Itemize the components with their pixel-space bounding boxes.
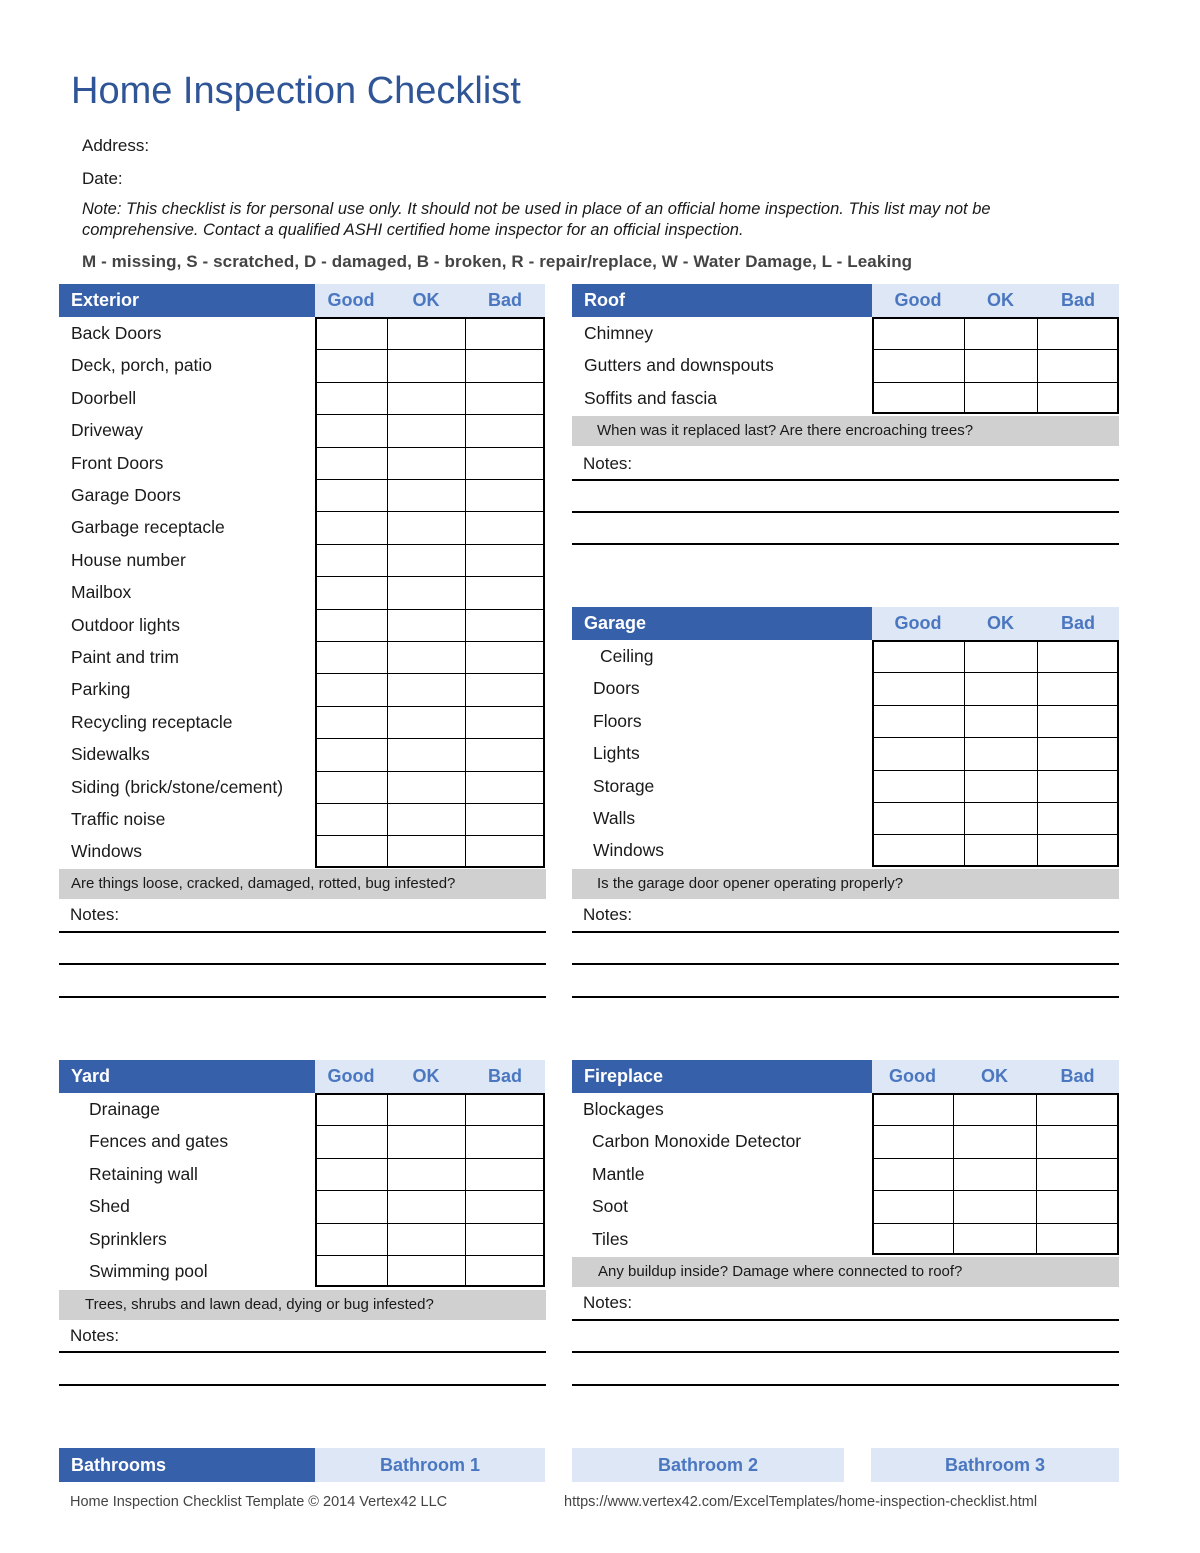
garage-rating-grid: [872, 640, 1119, 867]
exterior-bad-checkbox[interactable]: [467, 384, 547, 416]
fireplace-col-bad: Bad: [1036, 1060, 1119, 1093]
garage-ok-checkbox[interactable]: [966, 836, 1039, 868]
fireplace-notes-line[interactable]: [572, 1319, 1119, 1321]
exterior-item-label: Garbage receptacle: [71, 517, 225, 538]
fireplace-question: Any buildup inside? Damage where connected to roof?: [572, 1257, 1119, 1287]
garage-ok-checkbox[interactable]: [966, 674, 1039, 706]
garage-question: Is the garage door opener operating properly?: [572, 869, 1119, 899]
exterior-item-label: Parking: [71, 679, 131, 700]
exterior-bad-checkbox[interactable]: [467, 611, 547, 643]
garage-header: [572, 607, 1119, 640]
exterior-good-checkbox[interactable]: [317, 351, 389, 383]
yard-question: Trees, shrubs and lawn dead, dying or bug infested?: [59, 1290, 546, 1320]
yard-ok-checkbox[interactable]: [389, 1095, 467, 1127]
exterior-item-label: House number: [71, 549, 186, 570]
garage-good-checkbox[interactable]: [874, 804, 966, 836]
fireplace-good-checkbox[interactable]: [874, 1127, 955, 1159]
fireplace-item-label: Mantle: [592, 1163, 645, 1184]
roof-col-bad: Bad: [1037, 284, 1119, 317]
exterior-notes-label: Notes:: [70, 905, 120, 924]
roof-notes-line[interactable]: [572, 543, 1119, 545]
exterior-ok-checkbox[interactable]: [389, 546, 467, 578]
exterior-item-label: Recycling receptacle: [71, 711, 233, 732]
yard-title: Yard: [59, 1060, 315, 1093]
fireplace-bad-checkbox[interactable]: [1038, 1225, 1121, 1257]
garage-item-label: Lights: [593, 743, 640, 764]
exterior-ok-checkbox[interactable]: [389, 643, 467, 675]
exterior-item-label: Outdoor lights: [71, 614, 180, 635]
roof-item-label: Soffits and fascia: [584, 387, 717, 408]
yard-item-label: Sprinklers: [89, 1228, 167, 1249]
exterior-good-checkbox[interactable]: [317, 416, 389, 448]
garage-item-label: Doors: [593, 678, 640, 699]
exterior-ok-checkbox[interactable]: [389, 740, 467, 772]
exterior-good-checkbox[interactable]: [317, 805, 389, 837]
fireplace-rating-grid: [872, 1093, 1119, 1255]
yard-col-ok: OK: [387, 1060, 465, 1093]
garage-item-label: Walls: [593, 808, 636, 828]
roof-col-ok: OK: [964, 284, 1037, 317]
roof-ok-checkbox[interactable]: [966, 384, 1039, 416]
garage-bad-checkbox[interactable]: [1039, 804, 1121, 836]
exterior-title: Exterior: [59, 284, 315, 317]
exterior-good-checkbox[interactable]: [317, 319, 389, 351]
fireplace-notes-label: Notes:: [583, 1293, 633, 1312]
yard-good-checkbox[interactable]: [317, 1127, 389, 1159]
page-title: Home Inspection Checklist: [71, 70, 521, 112]
fireplace-title: Fireplace: [572, 1060, 872, 1093]
fireplace-ok-checkbox[interactable]: [955, 1160, 1038, 1192]
exterior-bad-checkbox[interactable]: [467, 546, 547, 578]
fireplace-item-label: Blockages: [583, 1099, 664, 1119]
yard-header: [59, 1060, 546, 1093]
fireplace-good-checkbox[interactable]: [874, 1192, 955, 1224]
yard-col-bad: Bad: [465, 1060, 545, 1093]
roof-notes-line[interactable]: [572, 479, 1119, 481]
note-line-2: comprehensive. Contact a qualified ASHI certified home inspector for an official inspection.: [82, 221, 744, 239]
exterior-bad-checkbox[interactable]: [467, 740, 547, 772]
exterior-item-label: Windows: [71, 841, 142, 862]
yard-notes-line[interactable]: [59, 1384, 546, 1386]
exterior-good-checkbox[interactable]: [317, 675, 389, 707]
exterior-ok-checkbox[interactable]: [389, 416, 467, 448]
exterior-good-checkbox[interactable]: [317, 708, 389, 740]
garage-bad-checkbox[interactable]: [1039, 674, 1121, 706]
garage-good-checkbox[interactable]: [874, 772, 966, 804]
garage-item-label: Storage: [593, 775, 655, 796]
yard-bad-checkbox[interactable]: [467, 1192, 547, 1224]
exterior-item-label: Garage Doors: [71, 485, 181, 505]
roof-question: When was it replaced last? Are there encroaching trees?: [572, 416, 1119, 446]
fireplace-ok-checkbox[interactable]: [955, 1192, 1038, 1224]
roof-bad-checkbox[interactable]: [1039, 319, 1121, 351]
exterior-good-checkbox[interactable]: [317, 643, 389, 675]
garage-bad-checkbox[interactable]: [1039, 642, 1121, 674]
roof-ok-checkbox[interactable]: [966, 319, 1039, 351]
exterior-good-checkbox[interactable]: [317, 513, 389, 545]
roof-notes-label: Notes:: [583, 454, 633, 473]
exterior-bad-checkbox[interactable]: [467, 481, 547, 513]
garage-col-ok: OK: [964, 607, 1037, 640]
garage-ok-checkbox[interactable]: [966, 772, 1039, 804]
exterior-good-checkbox[interactable]: [317, 546, 389, 578]
exterior-ok-checkbox[interactable]: [389, 675, 467, 707]
exterior-bad-checkbox[interactable]: [467, 837, 547, 869]
address-label: Address:: [82, 136, 150, 155]
exterior-ok-checkbox[interactable]: [389, 837, 467, 869]
exterior-bad-checkbox[interactable]: [467, 416, 547, 448]
footer-url[interactable]: https://www.vertex42.com/ExcelTemplates/home-inspection-checklist.html: [564, 1494, 1038, 1510]
yard-good-checkbox[interactable]: [317, 1160, 389, 1192]
date-label: Date:: [82, 169, 123, 188]
exterior-bad-checkbox[interactable]: [467, 351, 547, 383]
exterior-bad-checkbox[interactable]: [467, 805, 547, 837]
roof-title: Roof: [572, 284, 872, 317]
exterior-header: [59, 284, 546, 317]
exterior-ok-checkbox[interactable]: [389, 611, 467, 643]
exterior-ok-checkbox[interactable]: [389, 805, 467, 837]
garage-bad-checkbox[interactable]: [1039, 772, 1121, 804]
yard-ok-checkbox[interactable]: [389, 1225, 467, 1257]
yard-item-label: Fences and gates: [89, 1131, 229, 1152]
exterior-ok-checkbox[interactable]: [389, 449, 467, 481]
yard-ok-checkbox[interactable]: [389, 1192, 467, 1224]
exterior-item-label: Mailbox: [71, 582, 132, 603]
yard-good-checkbox[interactable]: [317, 1225, 389, 1257]
yard-ok-checkbox[interactable]: [389, 1160, 467, 1192]
yard-rating-grid: [315, 1093, 545, 1287]
garage-item-label: Windows: [593, 840, 664, 861]
yard-bad-checkbox[interactable]: [467, 1257, 547, 1289]
exterior-item-label: Deck, porch, patio: [71, 355, 213, 376]
yard-ok-checkbox[interactable]: [389, 1127, 467, 1159]
yard-item-label: Shed: [89, 1196, 130, 1217]
garage-good-checkbox[interactable]: [874, 739, 966, 771]
yard-notes-label: Notes:: [70, 1326, 120, 1345]
roof-bad-checkbox[interactable]: [1039, 384, 1121, 416]
exterior-ok-checkbox[interactable]: [389, 351, 467, 383]
fireplace-bad-checkbox[interactable]: [1038, 1095, 1121, 1127]
exterior-bad-checkbox[interactable]: [467, 449, 547, 481]
fireplace-col-good: Good: [872, 1060, 953, 1093]
exterior-ok-checkbox[interactable]: [389, 319, 467, 351]
roof-ok-checkbox[interactable]: [966, 351, 1039, 383]
fireplace-ok-checkbox[interactable]: [955, 1225, 1038, 1257]
bathroom-1-header: Bathroom 1: [315, 1448, 545, 1482]
garage-ok-checkbox[interactable]: [966, 642, 1039, 674]
yard-bad-checkbox[interactable]: [467, 1127, 547, 1159]
footer-copyright: Home Inspection Checklist Template © 2014 Vertex42 LLC: [70, 1494, 448, 1510]
fireplace-bad-checkbox[interactable]: [1038, 1192, 1121, 1224]
yard-bad-checkbox[interactable]: [467, 1095, 547, 1127]
exterior-item-label: Back Doors: [71, 323, 162, 343]
fireplace-bad-checkbox[interactable]: [1038, 1160, 1121, 1192]
yard-good-checkbox[interactable]: [317, 1192, 389, 1224]
exterior-bad-checkbox[interactable]: [467, 708, 547, 740]
garage-notes-line[interactable]: [572, 963, 1119, 965]
exterior-col-good: Good: [315, 284, 387, 317]
bathroom-2-header: Bathroom 2: [572, 1448, 844, 1482]
yard-item-label: Swimming pool: [89, 1261, 208, 1281]
roof-header: [572, 284, 1119, 317]
exterior-ok-checkbox[interactable]: [389, 578, 467, 610]
exterior-good-checkbox[interactable]: [317, 449, 389, 481]
exterior-good-checkbox[interactable]: [317, 578, 389, 610]
bathrooms-header: Bathrooms: [59, 1448, 315, 1482]
exterior-ok-checkbox[interactable]: [389, 481, 467, 513]
exterior-bad-checkbox[interactable]: [467, 675, 547, 707]
exterior-col-ok: OK: [387, 284, 465, 317]
garage-notes-line[interactable]: [572, 931, 1119, 933]
yard-bad-checkbox[interactable]: [467, 1160, 547, 1192]
garage-good-checkbox[interactable]: [874, 836, 966, 868]
fireplace-notes-line[interactable]: [572, 1351, 1119, 1353]
bathroom-3-header: Bathroom 3: [871, 1448, 1119, 1482]
yard-good-checkbox[interactable]: [317, 1095, 389, 1127]
exterior-good-checkbox[interactable]: [317, 773, 389, 805]
garage-item-label: Ceiling: [600, 646, 654, 666]
exterior-rating-grid: [315, 317, 545, 868]
roof-col-good: Good: [872, 284, 964, 317]
yard-item-label: Retaining wall: [89, 1163, 198, 1184]
roof-good-checkbox[interactable]: [874, 351, 966, 383]
garage-col-bad: Bad: [1037, 607, 1119, 640]
fireplace-good-checkbox[interactable]: [874, 1225, 955, 1257]
exterior-notes-line[interactable]: [59, 931, 546, 933]
fireplace-header: [572, 1060, 1119, 1093]
yard-good-checkbox[interactable]: [317, 1257, 389, 1289]
roof-good-checkbox[interactable]: [874, 384, 966, 416]
yard-notes-line[interactable]: [59, 1351, 546, 1353]
disclaimer-note: [82, 199, 1082, 241]
fireplace-good-checkbox[interactable]: [874, 1095, 955, 1127]
exterior-ok-checkbox[interactable]: [389, 384, 467, 416]
exterior-bad-checkbox[interactable]: [467, 643, 547, 675]
exterior-ok-checkbox[interactable]: [389, 513, 467, 545]
exterior-item-label: Doorbell: [71, 387, 137, 408]
garage-ok-checkbox[interactable]: [966, 707, 1039, 739]
exterior-item-label: Traffic noise: [71, 809, 166, 829]
exterior-item-label: Sidewalks: [71, 744, 150, 765]
exterior-item-label: Front Doors: [71, 452, 164, 473]
exterior-good-checkbox[interactable]: [317, 481, 389, 513]
exterior-notes-line[interactable]: [59, 996, 546, 998]
exterior-ok-checkbox[interactable]: [389, 708, 467, 740]
exterior-ok-checkbox[interactable]: [389, 773, 467, 805]
garage-bad-checkbox[interactable]: [1039, 739, 1121, 771]
roof-item-label: Gutters and downspouts: [584, 355, 774, 376]
fireplace-ok-checkbox[interactable]: [955, 1095, 1038, 1127]
exterior-item-label: Siding (brick/stone/cement): [71, 776, 284, 797]
fireplace-item-label: Carbon Monoxide Detector: [592, 1131, 802, 1152]
garage-ok-checkbox[interactable]: [966, 739, 1039, 771]
garage-ok-checkbox[interactable]: [966, 804, 1039, 836]
fireplace-item-label: Soot: [592, 1196, 628, 1217]
garage-bad-checkbox[interactable]: [1039, 836, 1121, 868]
yard-item-label: Drainage: [89, 1099, 161, 1119]
fireplace-item-label: Tiles: [592, 1228, 629, 1249]
garage-item-label: Floors: [593, 710, 642, 731]
fireplace-good-checkbox[interactable]: [874, 1160, 955, 1192]
exterior-good-checkbox[interactable]: [317, 384, 389, 416]
exterior-question: Are things loose, cracked, damaged, rotted, bug infested?: [59, 869, 546, 899]
garage-notes-label: Notes:: [583, 905, 633, 924]
exterior-notes-line[interactable]: [59, 963, 546, 965]
note-line-1: Note: This checklist is for personal use only. It should not be used in place of an official home inspection. This list may not be: [82, 200, 991, 218]
garage-col-good: Good: [872, 607, 964, 640]
exterior-good-checkbox[interactable]: [317, 611, 389, 643]
exterior-bad-checkbox[interactable]: [467, 578, 547, 610]
exterior-good-checkbox[interactable]: [317, 837, 389, 869]
yard-ok-checkbox[interactable]: [389, 1257, 467, 1289]
roof-bad-checkbox[interactable]: [1039, 351, 1121, 383]
exterior-item-label: Driveway: [71, 420, 143, 441]
yard-bad-checkbox[interactable]: [467, 1225, 547, 1257]
yard-col-good: Good: [315, 1060, 387, 1093]
exterior-bad-checkbox[interactable]: [467, 319, 547, 351]
garage-title: Garage: [572, 607, 872, 640]
exterior-bad-checkbox[interactable]: [467, 513, 547, 545]
garage-good-checkbox[interactable]: [874, 674, 966, 706]
garage-notes-line[interactable]: [572, 996, 1119, 998]
exterior-item-label: Paint and trim: [71, 647, 179, 667]
exterior-bad-checkbox[interactable]: [467, 773, 547, 805]
garage-bad-checkbox[interactable]: [1039, 707, 1121, 739]
roof-rating-grid: [872, 317, 1119, 414]
fireplace-bad-checkbox[interactable]: [1038, 1127, 1121, 1159]
roof-notes-line[interactable]: [572, 511, 1119, 513]
exterior-good-checkbox[interactable]: [317, 740, 389, 772]
fireplace-ok-checkbox[interactable]: [955, 1127, 1038, 1159]
roof-item-label: Chimney: [584, 323, 654, 343]
fireplace-notes-line[interactable]: [572, 1384, 1119, 1386]
damage-legend: M - missing, S - scratched, D - damaged, B - broken, R - repair/replace, W - Water Damage, L - Leaking: [82, 252, 913, 271]
garage-good-checkbox[interactable]: [874, 707, 966, 739]
garage-good-checkbox[interactable]: [874, 642, 966, 674]
fireplace-col-ok: OK: [953, 1060, 1036, 1093]
exterior-col-bad: Bad: [465, 284, 545, 317]
roof-good-checkbox[interactable]: [874, 319, 966, 351]
